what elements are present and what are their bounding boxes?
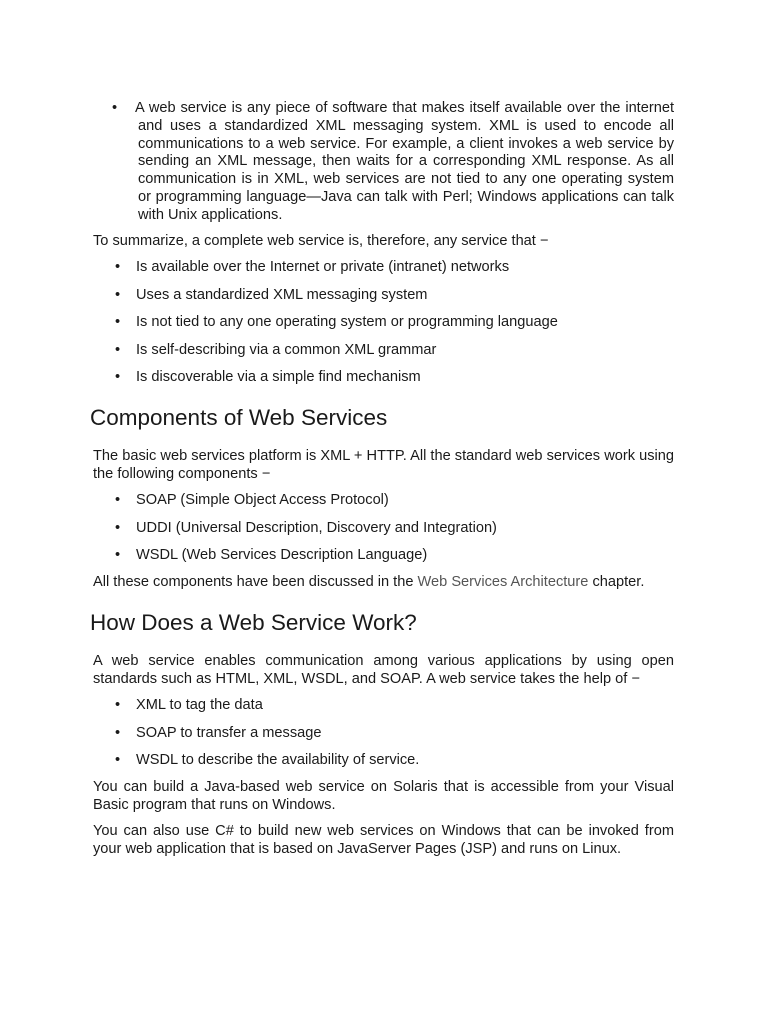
list-item-text: Is available over the Internet or private (intranet) networks: [136, 259, 510, 276]
intro-list: [93, 100, 674, 225]
closing-text: All these components have been discussed in the: [93, 573, 418, 590]
list-item-text: Is discoverable via a simple find mechanism: [136, 368, 421, 385]
list-item-text: SOAP to transfer a message: [136, 724, 322, 741]
list-item-text: WSDL (Web Services Description Language): [136, 547, 428, 564]
how-list: [93, 697, 674, 770]
list-item-text: XML to tag the data: [136, 697, 263, 714]
list-item: [93, 314, 674, 332]
list-item: [93, 369, 674, 387]
list-item: [93, 492, 674, 510]
list-item-text: SOAP (Simple Object Access Protocol): [136, 492, 389, 509]
list-item: [93, 342, 674, 360]
bullet-icon: •: [112, 100, 118, 116]
bullet-icon: •: [115, 724, 121, 741]
summary-list: [93, 259, 674, 386]
list-item-text: WSDL to describe the availability of service.: [136, 752, 420, 769]
components-heading: Components of Web Services: [90, 404, 388, 430]
how-paragraph-2: You can also use C# to build new web services on Windows that can be invoked from your web application that is based on JavaServer Pages (JSP) and runs on Linux.: [93, 823, 674, 858]
list-item: [93, 287, 674, 305]
list-item: [93, 697, 674, 715]
intro-paragraph: A web service is any piece of software that makes itself available over the internet and uses a standardized XML messaging system. XML is used to encode all communications to a web service. For example, a client invokes a web service by sending an XML message, then waits for a corresponding XML response. As all communication is in XML, web services are not tied to any one operating system or programming language—Java can talk with Perl; Windows applications can talk with Unix applications.: [135, 100, 674, 223]
components-list: [93, 492, 674, 565]
bullet-icon: •: [115, 286, 121, 303]
how-lead: A web service enables communication among various applications by using open standards such as HTML, XML, WSDL, and SOAP. A web service takes the help of −: [93, 652, 674, 687]
bullet-icon: •: [115, 697, 121, 714]
bullet-icon: •: [115, 314, 121, 331]
list-item-text: UDDI (Universal Description, Discovery and Integration): [136, 519, 497, 536]
web-services-architecture-link[interactable]: Web Services Architecture: [417, 573, 589, 590]
list-item-text: Uses a standardized XML messaging system: [136, 286, 428, 303]
bullet-icon: •: [115, 519, 121, 536]
bullet-icon: •: [115, 259, 121, 276]
closing-text: chapter.: [588, 573, 645, 590]
list-item: [93, 259, 674, 277]
bullet-icon: •: [115, 341, 121, 358]
how-heading: How Does a Web Service Work?: [90, 609, 417, 635]
bullet-icon: •: [115, 368, 121, 385]
list-item: [93, 725, 674, 743]
list-item: [93, 752, 674, 770]
bullet-icon: •: [115, 752, 121, 769]
bullet-icon: •: [115, 492, 121, 509]
bullet-icon: •: [115, 547, 121, 564]
list-item-text: Is self-describing via a common XML grammar: [136, 341, 437, 358]
document-page: [90, 100, 674, 859]
list-item: [93, 520, 674, 538]
components-closing: [93, 574, 674, 592]
how-paragraph-1: You can build a Java-based web service on Solaris that is accessible from your Visual Basic program that runs on Windows.: [93, 778, 674, 813]
list-item-text: Is not tied to any one operating system or programming language: [136, 314, 558, 331]
summary-lead: To summarize, a complete web service is, therefore, any service that −: [93, 232, 549, 249]
list-item: [93, 547, 674, 565]
list-item: [93, 100, 674, 225]
components-lead: The basic web services platform is XML + HTTP. All the standard web services work using the following components −: [93, 447, 674, 482]
